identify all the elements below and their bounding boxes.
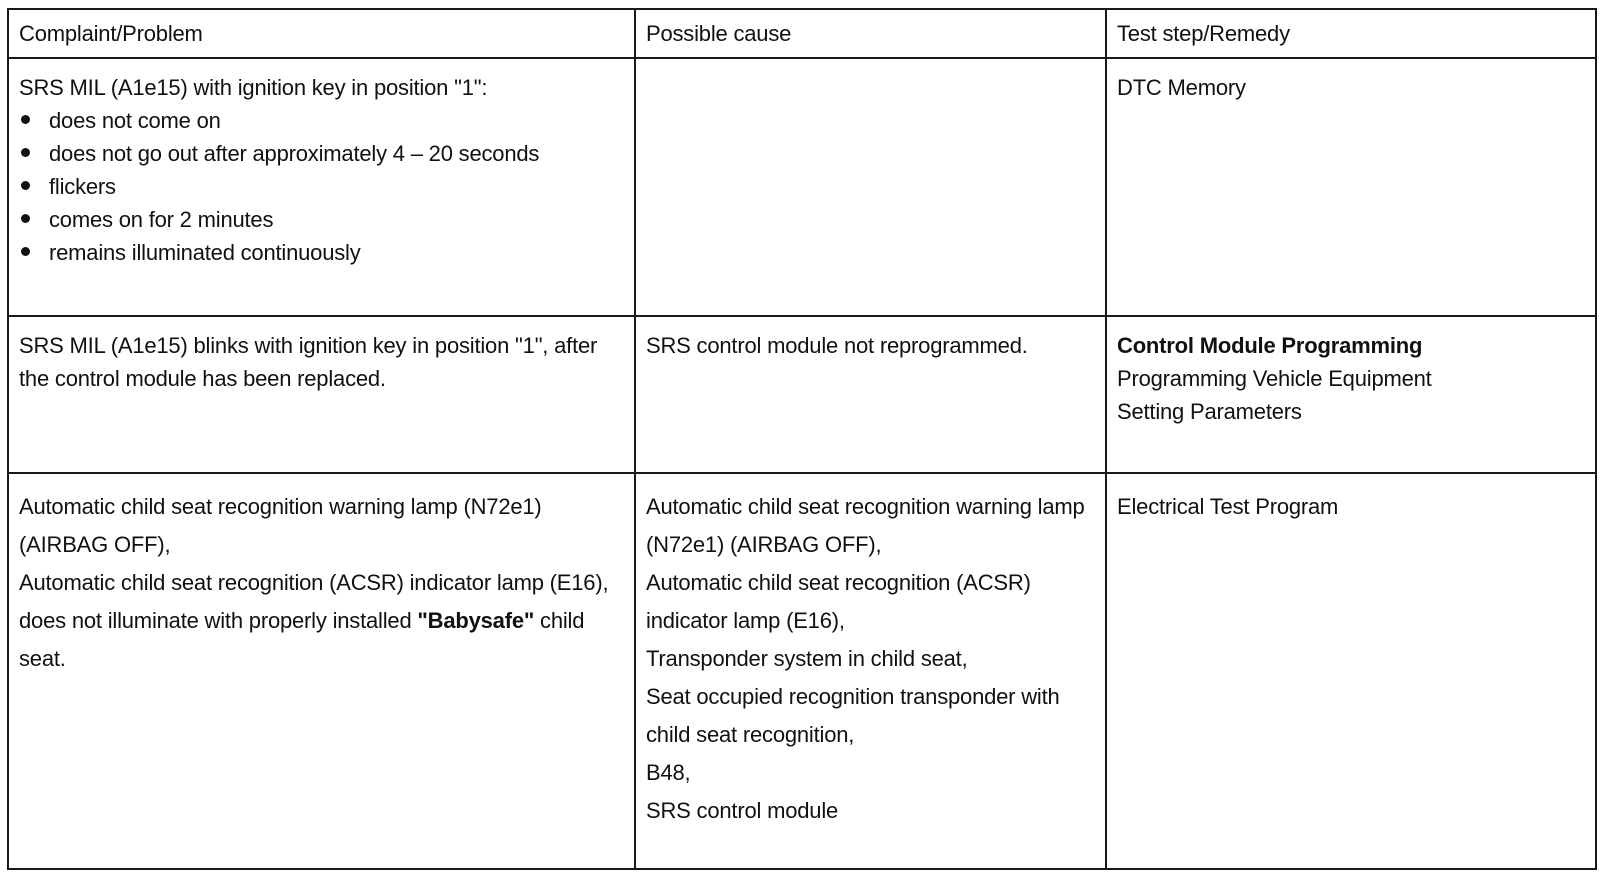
cause-line: Transponder system in child seat, <box>646 646 968 671</box>
complaint-line: (AIRBAG OFF), <box>19 532 171 557</box>
list-item <box>19 104 624 137</box>
complaint-line: Automatic child seat recognition warning lamp (N72e1) <box>19 494 542 519</box>
table-row <box>8 473 1596 869</box>
complaint-intro: SRS MIL (A1e15) with ignition key in position "1": <box>19 75 488 100</box>
list-item <box>19 236 624 269</box>
list-item <box>19 203 624 236</box>
table-header-row <box>8 9 1596 58</box>
cause-line: Automatic child seat recognition (ACSR) <box>646 570 1031 595</box>
cause-line: child seat recognition, <box>646 722 855 747</box>
complaint-text: SRS MIL (A1e15) blinks with ignition key in position "1", after the control module has been replaced. <box>19 333 598 391</box>
header-complaint: Complaint/Problem <box>8 9 635 58</box>
remedy-cell <box>1106 58 1596 316</box>
babysafe-label: "Babysafe" <box>417 608 535 633</box>
remedy-electrical-test-program-link[interactable]: Electrical Test Program <box>1117 494 1339 519</box>
cause-cell <box>635 58 1106 316</box>
remedy-control-module-programming-link[interactable]: Control Module Programming <box>1117 333 1423 358</box>
remedy-cell <box>1106 316 1596 473</box>
bullet-icon <box>21 115 30 124</box>
header-test-step-remedy: Test step/Remedy <box>1106 9 1596 58</box>
list-item <box>19 137 624 170</box>
complaint-line: Automatic child seat recognition (ACSR) indicator lamp (E16), <box>19 570 609 595</box>
cause-line: B48, <box>646 760 691 785</box>
cause-cell <box>635 316 1106 473</box>
bullet-icon <box>21 214 30 223</box>
bullet-text: does not come on <box>49 108 221 133</box>
complaint-cell <box>8 316 635 473</box>
bullet-icon <box>21 247 30 256</box>
complaint-tail-text <box>19 608 584 671</box>
complaint-cell <box>8 473 635 869</box>
table-row <box>8 58 1596 316</box>
remedy-cell <box>1106 473 1596 869</box>
cause-cell <box>635 473 1106 869</box>
remedy-dtc-memory-link[interactable]: DTC Memory <box>1117 75 1246 100</box>
troubleshooting-table <box>7 8 1597 870</box>
complaint-tail-after: child seat. <box>19 608 585 671</box>
cause-text: SRS control module not reprogrammed. <box>646 333 1028 358</box>
list-item <box>19 170 624 203</box>
complaint-tail-before: does not illuminate with properly installed <box>19 608 418 633</box>
cause-line: Seat occupied recognition transponder with <box>646 684 1060 709</box>
header-possible-cause: Possible cause <box>635 9 1106 58</box>
bullet-text: comes on for 2 minutes <box>49 207 274 232</box>
complaint-cell <box>8 58 635 316</box>
bullet-icon <box>21 181 30 190</box>
remedy-programming-vehicle-equipment-link[interactable]: Programming Vehicle Equipment <box>1117 366 1432 391</box>
cause-line: Automatic child seat recognition warning lamp <box>646 494 1085 519</box>
table-row <box>8 316 1596 473</box>
remedy-setting-parameters-link[interactable]: Setting Parameters <box>1117 399 1302 424</box>
complaint-bullet-list <box>19 104 624 269</box>
bullet-text: does not go out after approximately 4 – 20 seconds <box>49 141 540 166</box>
bullet-icon <box>21 148 30 157</box>
cause-line: indicator lamp (E16), <box>646 608 845 633</box>
cause-line: SRS control module <box>646 798 839 823</box>
bullet-text: flickers <box>49 174 116 199</box>
bullet-text: remains illuminated continuously <box>49 240 361 265</box>
cause-line: (N72e1) (AIRBAG OFF), <box>646 532 882 557</box>
